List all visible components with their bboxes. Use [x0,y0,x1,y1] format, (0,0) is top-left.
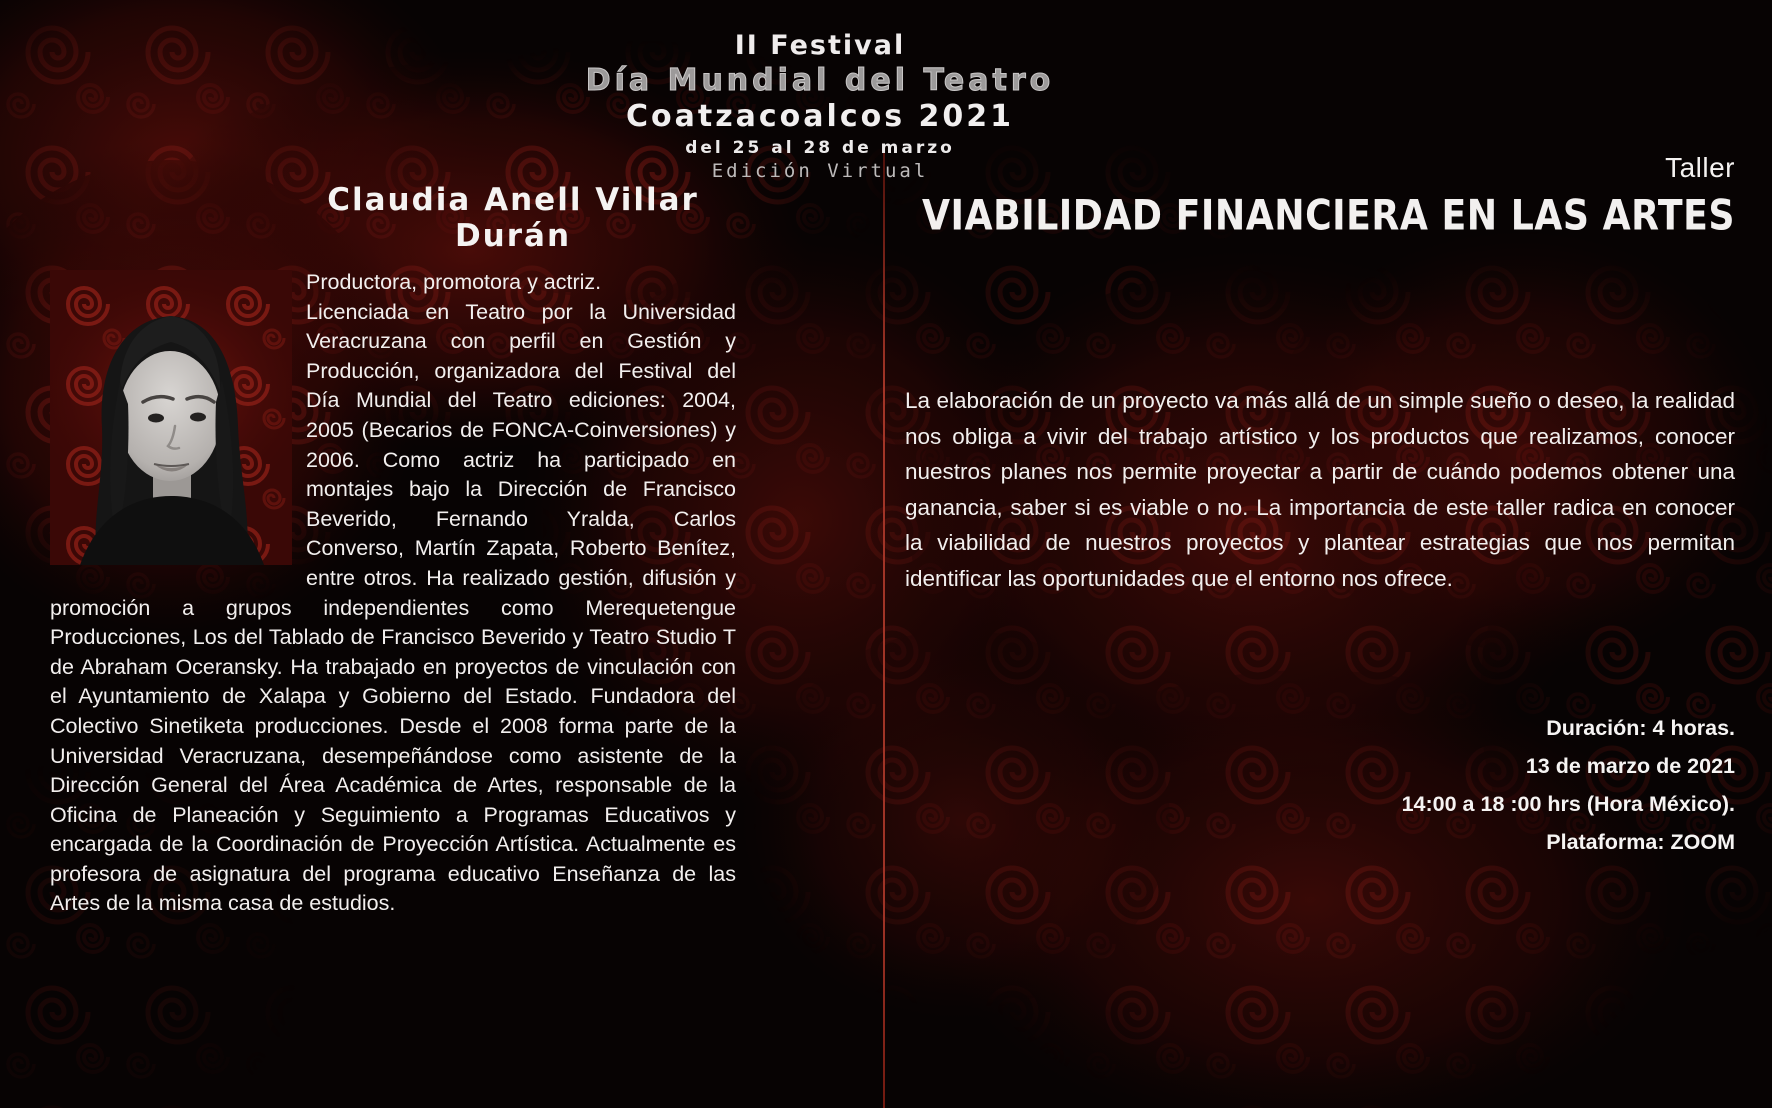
speaker-bio [50,268,736,919]
speaker-portrait-photo [50,270,292,565]
workshop-duration: Duración: 4 horas. [1546,715,1735,740]
speaker-name: Claudia Anell Villar Durán [327,182,699,254]
workshop-description: La elaboración de un proyecto va más allá de un simple sueño o deseo, la realidad nos obliga a vivir del trabajo artístico y los productos que realizamos, conocer nuestros planes nos permite proyectar a partir de cuándo podemos obtener una ganancia, saber si es viable o no. La importancia de este taller radica en conocer la viabilidad de nuestros proyectos y plantear estrategias que nos permitan identificar las oportunidades que el entorno nos ofrece. [905,388,1735,591]
festival-city-year: Coatzacoalcos 2021 [625,99,1015,134]
bio-intro-line: Productora, promotora y actriz. [306,270,602,294]
workshop-section [905,152,1735,861]
workshop-platform: Plataforma: ZOOM [1546,829,1735,854]
festival-title: Día Mundial del Teatro [585,63,1055,98]
vertical-divider-line [883,147,885,1108]
workshop-title: VIABILIDAD FINANCIERA EN LAS ARTES [921,191,1735,240]
festival-edition: II Festival [734,30,906,61]
workshop-time: 14:00 a 18 :00 hrs (Hora México). [1401,791,1735,816]
workshop-details [905,709,1735,861]
bio-paragraph: Licenciada en Teatro por la Universidad Veracruzana con perfil en Gestión y Producción, organizadora del Festival del Día Mundial del Teatro ediciones: 2004, 2005 (Becarios de FONCA-Coinversiones) y 2006. Como actriz ha participado en montajes bajo la Dirección de Francisco Beverido, Fernando Yralda, Carlos Converso, Martín Zapata, Roberto Benítez, entre otros. Ha realizado gestión, difusión y promoción a grupos independientes como Merequetengue Producciones, Los del Tablado de Francisco Beverido y Teatro Studio T de Abraham Oceransky. Ha trabajado en proyectos de vinculación con el Ayuntamiento de Xalapa y Gobierno del Estado. Fundadora del Colectivo Sinetiketa producciones. Desde el 2008 forma parte de la Universidad Veracruzana, desempeñándose como asistente de la Dirección General del Área Académica de Artes, responsable de la Oficina de Planeación y Seguimiento a Programas Educativos y encargada de la Coordinación de Proyección Artística. Actualmente es profesora de asignatura del programa educativo Enseñanza de las Artes de la misma casa de estudios. [50,299,736,916]
festival-virtual-edition: Edición Virtual [711,160,929,182]
festival-dates: del 25 al 28 de marzo [685,138,955,158]
speaker-section [50,182,736,919]
workshop-date: 13 de marzo de 2021 [1525,753,1735,778]
workshop-kicker: Taller [1665,152,1735,183]
